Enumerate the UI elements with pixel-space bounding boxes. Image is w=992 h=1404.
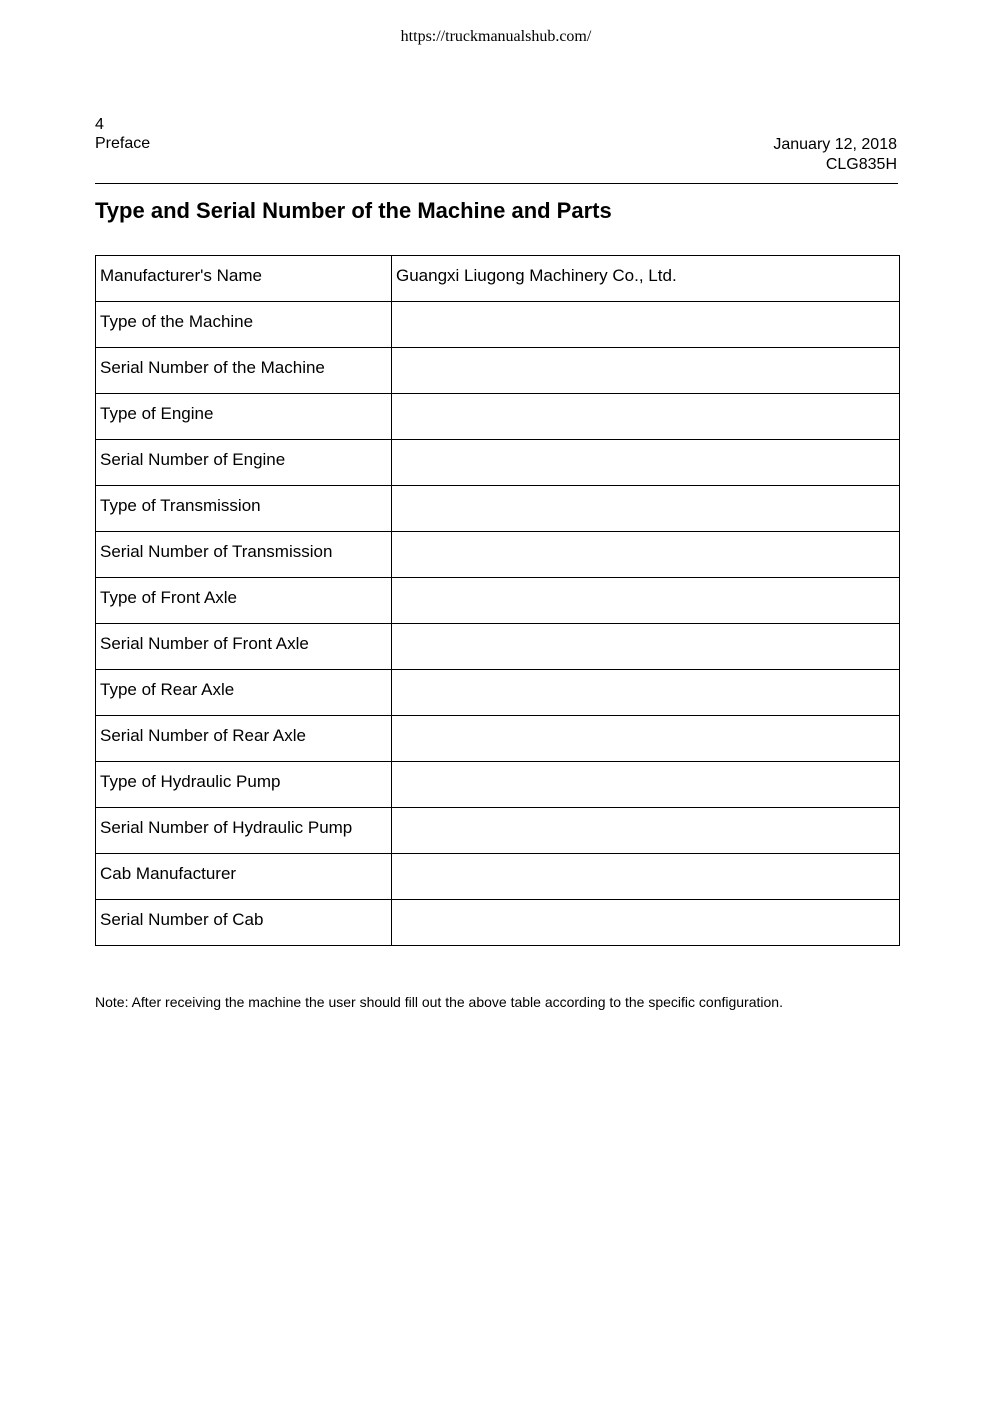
row-value: [392, 532, 900, 578]
table-row: [96, 716, 900, 762]
row-label: Type of the Machine: [96, 302, 392, 348]
section-name: Preface: [95, 135, 151, 152]
row-value: [392, 486, 900, 532]
row-value: Guangxi Liugong Machinery Co., Ltd.: [392, 256, 900, 302]
row-value: [392, 762, 900, 808]
row-value: [392, 348, 900, 394]
table-row: [96, 624, 900, 670]
table-row: [96, 302, 900, 348]
row-label: Type of Rear Axle: [96, 670, 392, 716]
table-row: [96, 486, 900, 532]
header-right: [773, 135, 897, 175]
row-value: [392, 670, 900, 716]
table-note: Note: After receiving the machine the user should fill out the above table according to the specific configuration.: [95, 994, 783, 1010]
table-row: [96, 348, 900, 394]
row-label: Type of Engine: [96, 394, 392, 440]
table-row: [96, 762, 900, 808]
row-value: [392, 854, 900, 900]
serial-number-table: [95, 255, 900, 946]
row-value: [392, 900, 900, 946]
row-label: Type of Front Axle: [96, 578, 392, 624]
row-value: [392, 302, 900, 348]
row-label: Type of Transmission: [96, 486, 392, 532]
row-value: [392, 808, 900, 854]
table-row: [96, 256, 900, 302]
row-label: Serial Number of Transmission: [96, 532, 392, 578]
machine-model: CLG835H: [825, 156, 897, 173]
row-label: Serial Number of Engine: [96, 440, 392, 486]
row-value: [392, 440, 900, 486]
table-row: [96, 670, 900, 716]
row-label: Type of Hydraulic Pump: [96, 762, 392, 808]
row-label: Manufacturer's Name: [96, 256, 392, 302]
row-label: Cab Manufacturer: [96, 854, 392, 900]
row-label: Serial Number of Rear Axle: [96, 716, 392, 762]
table-row: [96, 440, 900, 486]
watermark-url: https://truckmanualshub.com/: [400, 28, 592, 45]
row-label: Serial Number of Cab: [96, 900, 392, 946]
row-value: [392, 394, 900, 440]
table-row: [96, 900, 900, 946]
table-row: [96, 578, 900, 624]
page-number: 4: [95, 116, 104, 133]
table-row: [96, 854, 900, 900]
header-left: [95, 115, 150, 153]
table-row: [96, 808, 900, 854]
row-value: [392, 716, 900, 762]
page-title: Type and Serial Number of the Machine and Parts: [95, 198, 612, 223]
header-divider: [95, 183, 898, 184]
table-row: [96, 394, 900, 440]
row-label: Serial Number of Front Axle: [96, 624, 392, 670]
document-date: January 12, 2018: [773, 136, 897, 153]
row-label: Serial Number of Hydraulic Pump: [96, 808, 392, 854]
table-row: [96, 532, 900, 578]
row-value: [392, 578, 900, 624]
row-label: Serial Number of the Machine: [96, 348, 392, 394]
row-value: [392, 624, 900, 670]
